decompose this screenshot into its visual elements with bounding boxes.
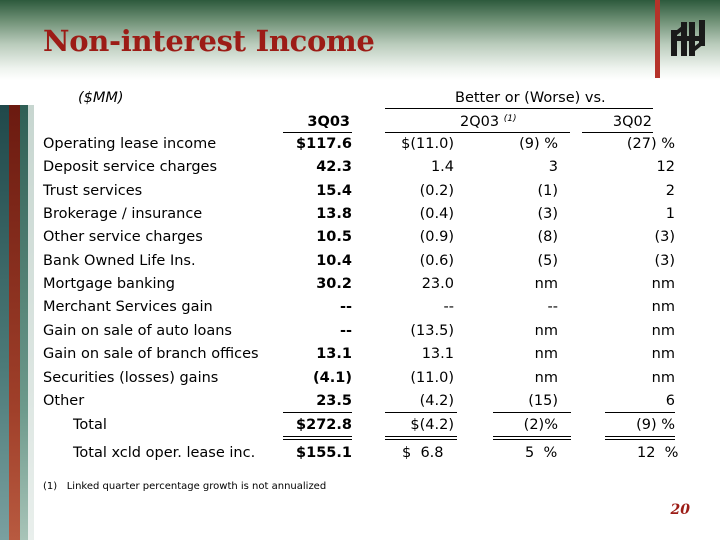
row-3q03: 10.4 (316, 253, 352, 269)
units-label: ($MM) (78, 90, 124, 106)
row-pct-vs-2q03: nm (534, 346, 558, 362)
row-3q03: 15.4 (316, 183, 352, 199)
total-rule-3q03 (283, 412, 352, 413)
total-pct-y: (9) % (636, 417, 675, 433)
row-dollar-change: (0.4) (419, 206, 454, 222)
row-pct-vs-3q02: nm (651, 276, 675, 292)
row-pct-vs-2q03: -- (547, 299, 558, 315)
row-3q03: 13.1 (316, 346, 352, 362)
row-label: Other service charges (43, 229, 203, 245)
row-pct-vs-2q03: nm (534, 276, 558, 292)
row-dollar-change: (0.9) (419, 229, 454, 245)
row-dollar-change: (0.6) (419, 253, 454, 269)
col-rule-3q03 (283, 132, 352, 133)
row-label: Mortgage banking (43, 276, 175, 292)
row-pct-vs-3q02: (3) (654, 229, 675, 245)
row-pct-vs-2q03: (5) (537, 253, 558, 269)
row-pct-vs-2q03: (9) % (519, 136, 558, 152)
footnote-marker: (1) (43, 481, 58, 492)
comparison-header-rule (385, 108, 653, 109)
row-pct-vs-3q02: 12 (656, 159, 675, 175)
row-dollar-change: (13.5) (410, 323, 454, 339)
total-xcld-3q03: $155.1 (296, 445, 352, 461)
row-label: Operating lease income (43, 136, 217, 152)
row-dollar-change: (11.0) (410, 370, 454, 386)
row-pct-vs-2q03: (3) (537, 206, 558, 222)
row-label: Bank Owned Life Ins. (43, 253, 196, 269)
row-pct-vs-3q02: 1 (665, 206, 675, 222)
row-dollar-change: -- (443, 299, 454, 315)
row-pct-vs-3q02: 2 (665, 183, 675, 199)
total-xcld-pct-y: 12 % (637, 445, 679, 461)
col-header-3q02: 3Q02 (612, 114, 652, 130)
row-3q03: (4.1) (313, 370, 352, 386)
row-3q03: 23.5 (316, 393, 352, 409)
row-dollar-change: 23.0 (421, 276, 454, 292)
total-double-rule-dollar-b (385, 439, 457, 440)
row-dollar-change: (0.2) (419, 183, 454, 199)
row-3q03: 13.8 (316, 206, 352, 222)
row-pct-vs-3q02: (3) (654, 253, 675, 269)
total-rule-dollar (385, 412, 457, 413)
row-3q03: 42.3 (316, 159, 352, 175)
total-double-rule-pctq-b (493, 439, 571, 440)
total-dollar: $(4.2) (410, 417, 454, 433)
total-pct-q: (2)% (523, 417, 558, 433)
row-dollar-change: $(11.0) (401, 136, 454, 152)
row-3q03: 30.2 (316, 276, 352, 292)
total-label: Total (73, 417, 107, 433)
total-xcld-label: Total xcld oper. lease inc. (73, 445, 256, 461)
footnote-ref: (1) (503, 114, 517, 124)
row-label: Gain on sale of auto loans (43, 323, 232, 339)
total-xcld-pct-q: 5 % (525, 445, 558, 461)
row-3q03: -- (339, 299, 352, 315)
total-double-rule-pcty-a (605, 436, 675, 437)
total-double-rule-pctq-a (493, 436, 571, 437)
row-pct-vs-2q03: (1) (537, 183, 558, 199)
slide-title: Non-interest Income (43, 24, 375, 58)
total-3q03: $272.8 (296, 417, 352, 433)
row-dollar-change: (4.2) (419, 393, 454, 409)
row-pct-vs-3q02: nm (651, 346, 675, 362)
row-pct-vs-2q03: nm (534, 323, 558, 339)
row-3q03: $117.6 (296, 136, 352, 152)
comparison-header: Better or (Worse) vs. (455, 90, 606, 106)
row-dollar-change: 1.4 (430, 159, 454, 175)
total-double-rule-dollar-a (385, 436, 457, 437)
footnote (43, 481, 326, 492)
page-number: 20 (670, 502, 690, 518)
total-double-rule-b (283, 439, 352, 440)
row-pct-vs-2q03: (15) (528, 393, 558, 409)
footnote-text: Linked quarter percentage growth is not annualized (66, 481, 327, 492)
row-label: Other (43, 393, 85, 409)
col-header-2q03: 2Q03 $^{(1)}$ (460, 114, 517, 130)
row-pct-vs-3q02: nm (651, 370, 675, 386)
row-label: Deposit service charges (43, 159, 218, 175)
row-pct-vs-3q02: 6 (665, 393, 675, 409)
row-dollar-change: 13.1 (421, 346, 454, 362)
col-rule-2q03 (385, 132, 570, 133)
row-3q03: -- (339, 323, 352, 339)
row-label: Securities (losses) gains (43, 370, 219, 386)
header-accent-line (655, 0, 660, 78)
total-xcld-dollar: $ 6.8 (402, 445, 444, 461)
row-pct-vs-2q03: 3 (548, 159, 558, 175)
col-rule-3q02 (582, 132, 653, 133)
row-pct-vs-3q02: nm (651, 299, 675, 315)
decorative-side-bars (0, 105, 34, 540)
total-rule-pct-y (605, 412, 675, 413)
company-logo-icon (668, 16, 708, 60)
total-rule-pct-q (493, 412, 571, 413)
row-pct-vs-3q02: (27) % (626, 136, 675, 152)
row-label: Trust services (43, 183, 143, 199)
total-double-rule-pcty-b (605, 439, 675, 440)
row-pct-vs-3q02: nm (651, 323, 675, 339)
row-label: Merchant Services gain (43, 299, 213, 315)
row-label: Brokerage / insurance (43, 206, 203, 222)
col-header-3q03: 3Q03 (307, 114, 350, 130)
total-double-rule-a (283, 436, 352, 437)
row-pct-vs-2q03: (8) (537, 229, 558, 245)
row-label: Gain on sale of branch offices (43, 346, 259, 362)
row-3q03: 10.5 (316, 229, 352, 245)
row-pct-vs-2q03: nm (534, 370, 558, 386)
